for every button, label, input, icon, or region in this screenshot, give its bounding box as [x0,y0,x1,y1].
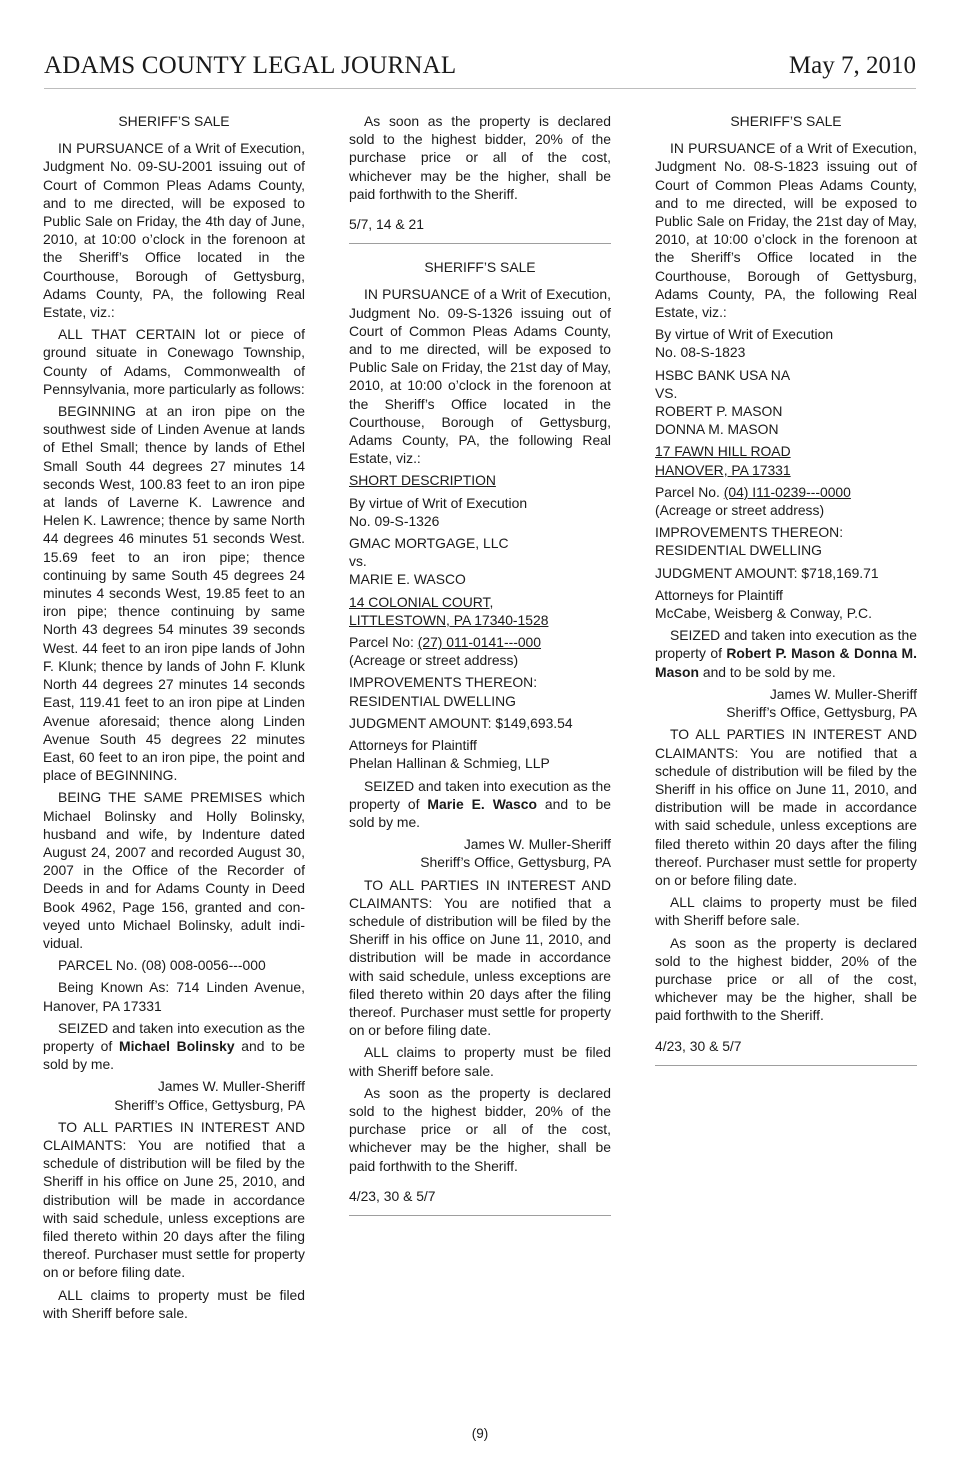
page-number: (9) [471,1426,489,1441]
plaintiff: GMAC MORTGAGE, LLC [349,535,509,552]
sale-intro: IN PURSUANCE of a Writ of Execution, Judgment No. 09-S-1326 issuing out of Court of Common Pleas Adams County, and to me directed, will be exposed to Public Sale on Friday, the 21st day of May, 2010, at 10:00 o’clock in the forenoon at the Sheriff’s Office located in the Courthouse, Borough of Gettysburg, Adams County, PA, the following Real Estate, viz.: [349,286,611,467]
column-2 [349,112,611,1230]
publication-dates: 4/23, 30 & 5/7 [655,1037,742,1054]
attorneys-firm: Phelan Hallinan & Schmieg, LLP [349,755,550,772]
property-certain: ALL THAT CERTAIN lot or piece of ground situate in Conewago Township, County of Adams, Commonwealth of Pennsylvania, more particularly as follows: [43,326,305,397]
parties-notice: TO ALL PARTIES IN INTEREST AND CLAIMANTS: You are notified that a schedule of distribution will be filed by the Sheriff in his office on June 11, 2010, and distribution will be made in accordance with said schedule, unless exceptions are filed thereto within 20 days after the filing thereof. Purchaser must settle for property on or before filing date. [349,876,611,1039]
improvements-value: RESIDENTIAL DWELLING [655,542,822,559]
property-beginning: BEGINNING at an iron pipe on the southwest side of Linden Avenue at lands of Ethel Small; thence by lands of Ethel Small South 44 degrees 27 minutes 14 seconds West, 100.83 feet to an iron pipe at lands of Laverne K. Lawrence and Helen K. Lawrence; thence by same North 44 degrees 46 minutes 51 seconds West. 15.69 feet to an iron pipe; thence continuing by same South 45 degrees 24 minutes 4 seconds West, 19.85 feet to an iron pipe; thence continuing by same North 43 degrees 54 minutes 39 seconds West. 44 feet to an iron pipe lands of John F. Klunk; thence by lands of John F. Klunk North 44 degrees 27 minutes 14 seconds East, 119.41 feet to an iron pipe at Linden Avenue aforesaid; thence along Linden Avenue South 45 degrees 22 minutes East, 60 feet to an iron pipe, the point and place of BEGINNING. [43,403,305,784]
attorneys-firm: McCabe, Weisberg & Conway, P.C. [655,605,872,622]
short-description: SHORT DESCRIPTION [349,472,496,489]
defendant: MARIE E. WASCO [349,571,466,588]
masthead [44,52,916,89]
plaintiff: HSBC BANK USA NA [655,366,791,383]
parcel-number: PARCEL No. (08) 008-0056---000 [58,957,266,974]
property-address-line-1: 14 COLONIAL COURT, [349,593,494,610]
sheriff-name: James W. Muller-Sheriff [157,1078,305,1095]
versus: VS. [655,384,678,401]
sale-heading: SHERIFF’S SALE [118,113,230,129]
divider [655,1065,917,1066]
sheriff-office: Sheriff’s Office, Gettysburg, PA [420,854,611,871]
judgment-amount: JUDGMENT AMOUNT: $718,169.71 [655,564,879,581]
acreage-note: (Acreage or street address) [655,502,825,519]
defendant-1: ROBERT P. MASON [655,403,783,420]
writ-line: By virtue of Writ of Execution [349,494,528,511]
parcel-id: (27) 011-0141---000 [417,634,542,651]
parcel-id: (04) I11-0239---0000 [723,483,851,500]
judgment-amount: JUDGMENT AMOUNT: $149,693.54 [349,714,573,731]
seized-notice: SEIZED and taken into execution as the property of Michael Bolinsky and to be sold by me. [43,1019,305,1073]
divider [349,243,611,244]
improvements-value: RESIDENTIAL DWELLING [349,692,516,709]
sale-heading: SHERIFF’S SALE [424,259,536,276]
claims-notice: ALL claims to property must be filed with Sheriff before sale. [349,1044,611,1079]
parcel-number: Parcel No. (04) I11-0239---0000 [655,483,851,500]
highest-bidder-notice: As soon as the property is declared sold to the highest bidder, 20% of the purchase price or all of the cost, whichever may be the higher, shall be paid forthwith to the Sheriff. [349,1084,611,1174]
defendant-name: Marie E. Wasco [427,795,537,812]
property-address-line-2: HANOVER, PA 17331 [655,461,791,478]
property-address-line-2: LITTLESTOWN, PA 17340-1528 [349,611,549,628]
sale-intro: IN PURSUANCE of a Writ of Execution, Judgment No. 08-S-1823 issuing out of Court of Common Pleas Adams County, and to me directed, will be exposed to Public Sale on Friday, the 21st day of May, 2010, at 10:00 o’clock in the forenoon at the Sheriff’s Office located in the Courthouse, Borough of Gettysburg, Adams County, PA, the following Real Estate, viz.: [655,140,917,321]
defendant-name: Robert P. Mason & Donna M. Mason [655,645,917,680]
acreage-note: (Acreage or street address) [349,652,519,669]
journal-title: ADAMS COUNTY LEGAL JOURNAL [44,52,457,79]
property-address-line-1: 17 FAWN HILL ROAD [655,443,791,460]
writ-number: No. 08-S-1823 [655,344,746,361]
issue-date: May 7, 2010 [788,52,916,79]
sale-heading: SHERIFF’S SALE [730,113,842,129]
improvements-label: IMPROVEMENTS THEREON: [655,524,844,541]
publication-dates: 4/23, 30 & 5/7 [349,1187,436,1204]
defendant-name: Michael Bolinsky [119,1037,235,1054]
seized-notice: SEIZED and taken into execution as the property of Robert P. Mason & Donna M. Mason and to be sold by me. [655,627,917,680]
property-premises: BEING THE SAME PREMISES which Michael Bolinsky and Holly Bolinsky, husband and wife, by Indenture dated August 24, 2007 and recorded August 30, 2007 in the Office of the Recorder of Deeds in and for Adams County in Deed Book 4962, Page 156, granted and conveyed unto Michael Bolinsky, adult individual. [43,789,305,951]
sheriff-office: Sheriff’s Office, Gettysburg, PA [726,704,917,721]
claims-notice: ALL claims to property must be filed with Sheriff before sale. [43,1286,305,1321]
attorneys-label: Attorneys for Plaintiff [655,586,783,603]
defendant-2: DONNA M. MASON [655,421,779,438]
known-as: Being Known As: 714 Linden Avenue, Hanover, PA 17331 [43,979,305,1014]
writ-number: No. 09-S-1326 [349,512,440,529]
writ-line: By virtue of Writ of Execution [655,326,834,343]
publication-dates: 5/7, 14 & 21 [349,216,424,233]
column-3 [655,112,917,1080]
parcel-number: Parcel No: (27) 011-0141---000 [349,634,542,651]
highest-bidder-notice: As soon as the property is declared sold to the highest bidder, 20% of the purchase price or all of the cost, whichever may be the higher, shall be paid forthwith to the Sheriff. [349,113,611,202]
seized-notice: SEIZED and taken into execution as the property of Marie E. Wasco and to be sold by me. [349,777,611,830]
sheriff-office: Sheriff’s Office, Gettysburg, PA [114,1096,305,1113]
divider [349,1215,611,1216]
attorneys-label: Attorneys for Plaintiff [349,737,477,754]
improvements-label: IMPROVEMENTS THEREON: [349,674,538,691]
column-1 [43,112,305,1326]
claims-notice: ALL claims to property must be filed with Sheriff before sale. [655,894,917,929]
versus: vs. [349,553,367,570]
highest-bidder-notice: As soon as the property is declared sold to the highest bidder, 20% of the purchase price or all of the cost, whichever may be the higher, shall be paid forthwith to the Sheriff. [655,934,917,1024]
parties-notice: TO ALL PARTIES IN INTEREST AND CLAIMANTS: You are notified that a schedule of distribution will be filed by the Sheriff in his office on June 11, 2010, and distribution will be made in accordance with said schedule, unless exceptions are filed thereto within 20 days after the filing thereof. Purchaser must settle for property on or before filing date. [655,726,917,888]
sheriff-name: James W. Muller-Sheriff [769,685,917,702]
parties-notice: TO ALL PARTIES IN INTEREST AND CLAIMANTS: You are notified that a schedule of distribution will be filed by the Sheriff in his office on June 25, 2010, and distribution will be made in accordance with said schedule, unless exceptions are filed thereto within 20 days after the filing thereof. Purchaser must settle for property on or before filing date. [43,1118,305,1281]
sale-intro: IN PURSUANCE of a Writ of Execution, Judgment No. 09-SU-2001 issuing out of Court of Common Pleas Adams County, and to me directed, will be exposed to Public Sale on Friday, the 4th day of June, 2010, at 10:00 o’clock in the forenoon at the Sheriff’s Office located in the Courthouse, Borough of Gettysburg, Adams County, PA, the following Real Estate, viz.: [43,140,305,321]
sheriff-name: James W. Muller-Sheriff [463,836,611,853]
